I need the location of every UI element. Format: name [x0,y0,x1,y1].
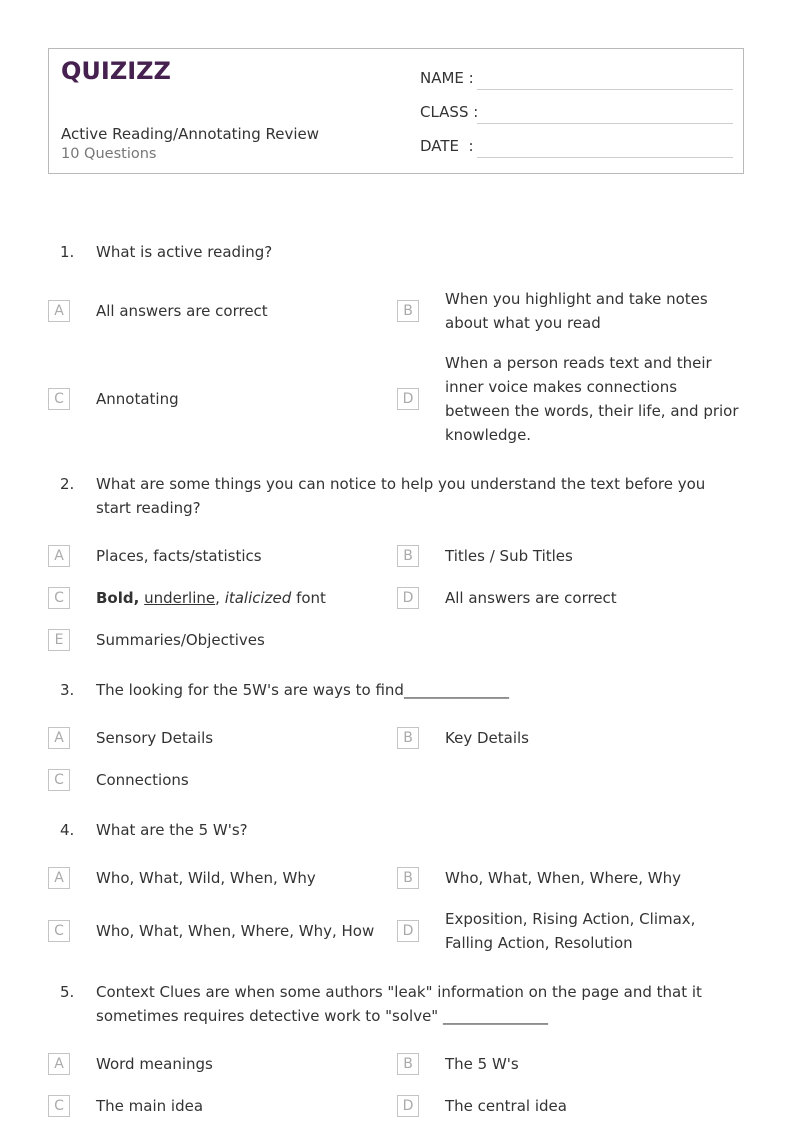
class-line [477,123,733,124]
option-letter-box: B [397,545,419,567]
option-letter-box: B [397,1053,419,1075]
rest-text: font [291,589,326,607]
date-label: DATE : [420,137,474,155]
worksheet-header [48,48,744,174]
option-text: Key Details [445,729,529,747]
option-letter-box: D [397,388,419,410]
question-number: 4. [60,821,75,839]
option-letter-box: A [48,867,70,889]
question-number: 2. [60,475,75,493]
option-letter-box: C [48,388,70,410]
option-text: All answers are correct [445,589,617,607]
option-letter-box: B [397,300,419,322]
option-text: Annotating [96,390,179,408]
class-label: CLASS : [420,103,479,121]
option-letter-box: A [48,727,70,749]
option-letter-box: B [397,727,419,749]
question-number: 1. [60,243,75,261]
option-letter-box: D [397,587,419,609]
option-letter-box: E [48,629,70,651]
option-text: Places, facts/statistics [96,547,262,565]
option-letter-box: A [48,1053,70,1075]
option-text: When you highlight and take notes about what you read [445,290,708,332]
option-text: The 5 W's [445,1055,519,1073]
option-text: Who, What, Wild, When, Why [96,869,316,887]
option-letter-box: D [397,1095,419,1117]
question-text: What are the 5 W's? [96,821,248,839]
italic-text: italicized [224,589,292,607]
option-letter-box: C [48,1095,70,1117]
option-text: When a person reads text and their inner voice makes connections between the words, their life, and prior knowledge. [445,354,739,444]
question-text: What are some things you can notice to help you understand the text before you start reading? [96,475,706,517]
option-text: Connections [96,771,189,789]
option-letter-box: C [48,769,70,791]
underline-text: underline [144,589,216,607]
option-text: Sensory Details [96,729,214,747]
option-letter-box: B [397,867,419,889]
date-line [477,157,733,158]
option-text: Titles / Sub Titles [445,547,573,565]
option-text: Who, What, When, Where, Why, How [96,922,375,940]
option-text: Summaries/Objectives [96,631,265,649]
option-text: Word meanings [96,1055,213,1073]
option-letter-box: A [48,545,70,567]
name-label: NAME : [420,69,474,87]
quizizz-logo: QUIZIZZ [61,57,171,85]
comma-text: , [215,589,220,607]
question-count: 10 Questions [61,146,157,162]
question-text: The looking for the 5W's are ways to find______________ [96,681,509,699]
option-text: Who, What, When, Where, Why [445,869,681,887]
question-text: What is active reading? [96,243,273,261]
bold-text: Bold, [96,589,140,607]
option-text: The main idea [96,1097,204,1115]
question-number: 3. [60,681,75,699]
option-letter-box: C [48,920,70,942]
option-text: The central idea [445,1097,567,1115]
option-text: Exposition, Rising Action, Climax, Falling Action, Resolution [445,910,696,952]
option-letter-box: A [48,300,70,322]
worksheet-title: Active Reading/Annotating Review [61,125,319,143]
question-text: Context Clues are when some authors "leak" information on the page and that it sometimes requires detective work to "solve" ______________ [96,983,702,1025]
option-letter-box: D [397,920,419,942]
option-text: All answers are correct [96,302,268,320]
name-line [477,89,733,90]
option-letter-box: C [48,587,70,609]
option-text [96,586,396,610]
question-number: 5. [60,983,75,1001]
